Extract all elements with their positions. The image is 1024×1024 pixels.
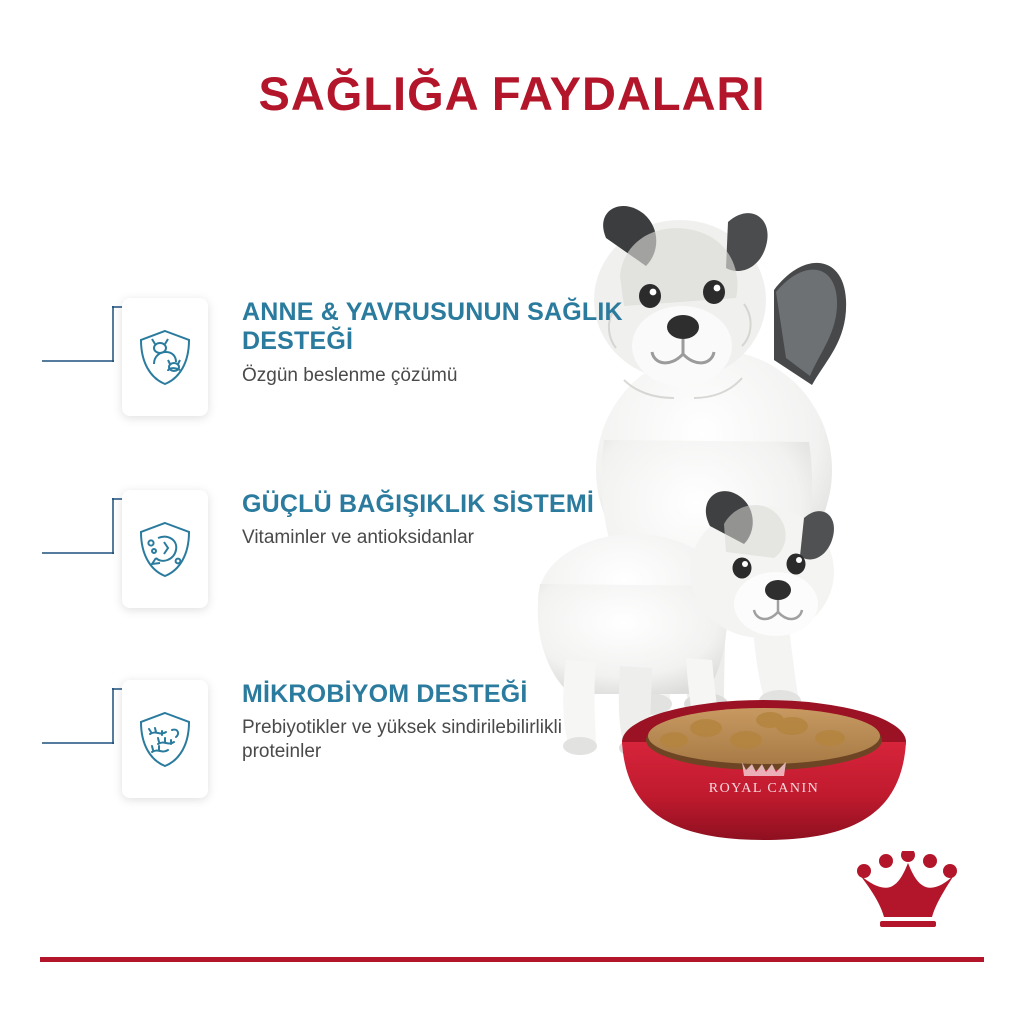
- benefit-texts-2: [242, 490, 642, 550]
- royal-canin-crown-icon: [850, 851, 960, 929]
- benefit-subtitle: Prebiyotikler ve yüksek sindirilebilirlikli proteinler: [242, 717, 562, 762]
- microbiome-shield-icon: [134, 708, 196, 770]
- connector-corner: [112, 306, 114, 362]
- connector-line: [42, 360, 114, 362]
- connector-corner: [112, 688, 114, 744]
- bottom-accent-bar: [40, 957, 984, 962]
- food-bowl: [622, 700, 906, 840]
- benefit-title: GÜÇLÜ BAĞIŞIKLIK SİSTEMİ: [242, 490, 595, 518]
- page-title: SAĞLIĞA FAYDALARI: [258, 67, 766, 120]
- benefit-title: MİKROBİYOM DESTEĞİ: [242, 680, 528, 708]
- connector-line: [42, 552, 114, 554]
- benefit-texts-3: [242, 680, 642, 764]
- svg-text:ROYAL CANIN: ROYAL CANIN: [708, 781, 820, 796]
- immunity-shield-icon: [134, 518, 196, 580]
- connector-corner: [112, 498, 114, 554]
- connector-line: [42, 742, 114, 744]
- benefit-subtitle: Özgün beslenme çözümü: [242, 364, 458, 386]
- mother-and-puppy-shield-icon: [134, 326, 196, 388]
- benefit-icon-card-1: [122, 298, 208, 416]
- benefit-title: ANNE & YAVRUSUNUN SAĞLIK DESTEĞİ: [242, 298, 623, 356]
- benefit-subtitle: Vitaminler ve antioksidanlar: [242, 527, 474, 549]
- benefit-icon-card-3: [122, 680, 208, 798]
- benefit-icon-card-2: [122, 490, 208, 608]
- benefit-texts-1: [242, 298, 642, 387]
